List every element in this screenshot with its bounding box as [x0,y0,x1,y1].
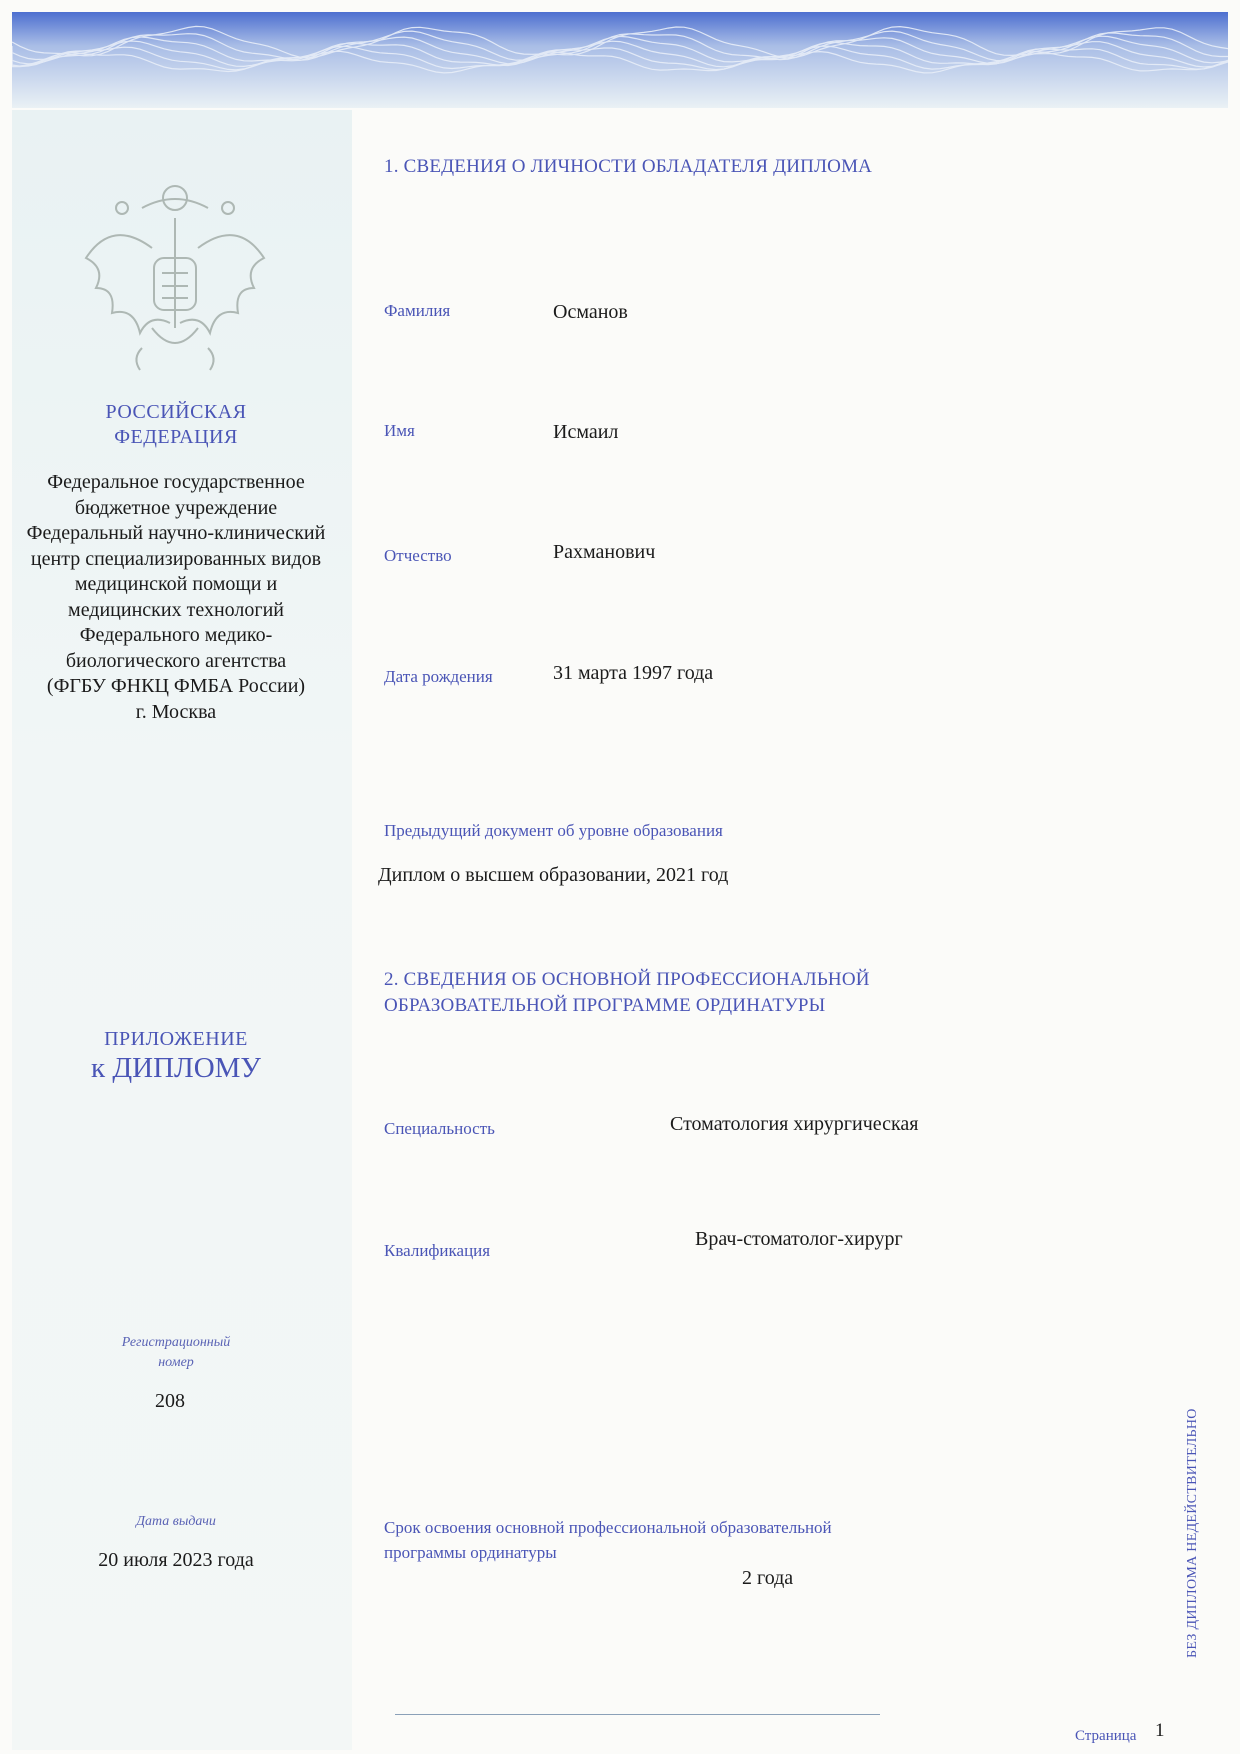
validity-note-text: БЕЗ ДИПЛОМА НЕДЕЙСТВИТЕЛЬНО [1185,1408,1200,1658]
specialty-label: Специальность [384,1119,495,1138]
org-line: г. Москва [135,700,217,723]
coat-of-arms-emblem [82,178,268,374]
org-line: центр специализированных видов [30,547,322,570]
org-line: (ФГБУ ФНКЦ ФМБА России) [46,675,306,697]
org-line: биологического агентства [65,649,287,672]
issuing-organization [0,470,352,725]
program-term-value: 2 года [742,1567,794,1589]
qualification-value: Врач-стоматолог-хирург [695,1228,903,1250]
previous-document-label: Предыдущий документ об уровне образования [384,821,723,840]
section-2-heading-line-2: ОБРАЗОВАТЕЛЬНОЙ ПРОГРАММЕ ОРДИНАТУРЫ [384,995,826,1016]
reg-number-label-1: Регистрационный [121,1335,231,1350]
program-term-label-1: Срок освоения основной профессиональной образовательной [384,1518,832,1537]
patronymic-label: Отчество [384,546,452,565]
org-line: Федеральный научно-клинический [26,522,326,544]
org-line: бюджетное учреждение [74,496,278,519]
qualification-label: Квалификация [384,1241,491,1260]
specialty-value: Стоматология хирургическая [670,1113,919,1135]
guilloche-band [12,12,1228,108]
appendix-title-line-1: ПРИЛОЖЕНИЕ [104,1028,248,1050]
birth-date-value: 31 марта 1997 года [553,662,714,684]
page-label: Страница [1075,1728,1137,1744]
previous-document-value: Диплом о высшем образовании, 2021 год [378,864,729,886]
section-1-heading: 1. СВЕДЕНИЯ О ЛИЧНОСТИ ОБЛАДАТЕЛЯ ДИПЛОМА [384,156,873,177]
country-line-1: РОССИЙСКАЯ [105,401,247,423]
country-line-2: ФЕДЕРАЦИЯ [114,426,238,448]
name-value: Исмаил [553,421,619,443]
validity-note [1180,1400,1202,1660]
name-label: Имя [384,421,415,440]
org-line: Федеральное государственное [47,471,305,493]
program-term-label-2: программы ординатуры [384,1543,557,1562]
reg-number-label-2: номер [158,1355,194,1370]
reg-number: 208 [155,1390,185,1412]
surname-label: Фамилия [384,301,451,320]
org-line: медицинских технологий [68,598,284,621]
birth-date-label: Дата рождения [384,667,493,686]
section-2-heading-line-1: 2. СВЕДЕНИЯ ОБ ОСНОВНОЙ ПРОФЕССИОНАЛЬНОЙ [384,969,870,990]
org-line: медицинской помощи и [74,573,278,595]
page-number: 1 [1155,1720,1165,1741]
appendix-title-line-2: к ДИПЛОМУ [91,1052,261,1084]
surname-value: Османов [553,301,628,323]
signature-line [395,1714,880,1715]
issue-date: 20 июля 2023 года [98,1549,254,1571]
patronymic-value: Рахманович [553,541,656,563]
issue-date-label: Дата выдачи [136,1514,216,1529]
org-line: Федерального медико- [79,624,273,646]
